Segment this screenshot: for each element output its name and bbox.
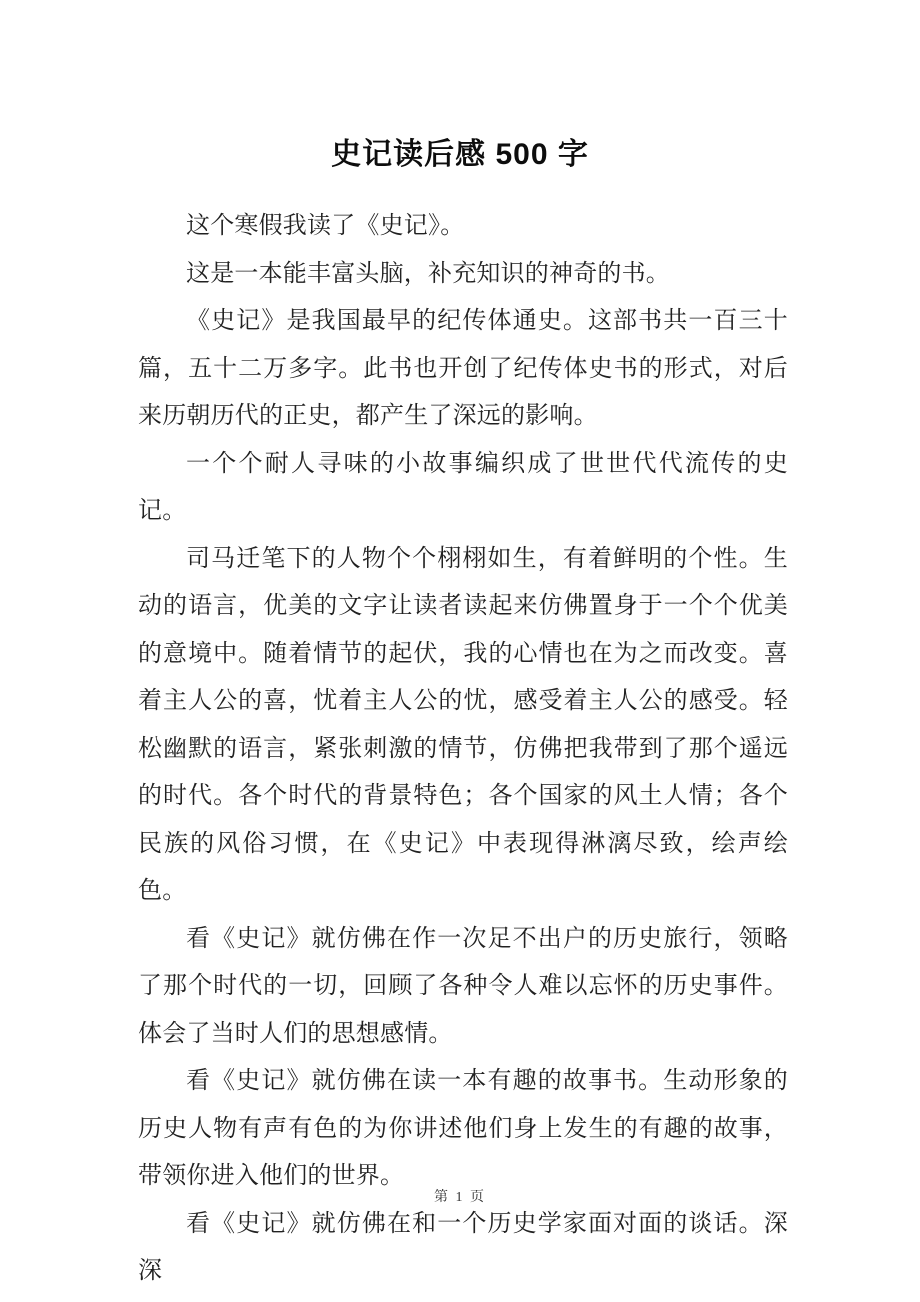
page-number-label: 第 1 页 [434, 1190, 486, 1205]
paragraph: 司马迁笔下的人物个个栩栩如生，有着鲜明的个性。生动的语言，优美的文字让读者读起来仿佛置身于一个个优美的意境中。随着情节的起伏，我的心情也在为之而改变。喜着主人公的喜，忧着主人公的忧，感受着主人公的感受。轻松幽默的语言，紧张刺激的情节，仿佛把我带到了那个遥远的时代。各个时代的背景特色；各个国家的风土人情；各个民族的风俗习惯，在《史记》中表现得淋漓尽致，绘声绘色。 [138, 545, 788, 904]
paragraph: 这个寒假我读了《史记》。 [186, 213, 465, 239]
paragraph: 看《史记》就仿佛在和一个历史学家面对面的谈话。深深 [138, 1210, 788, 1284]
document-title: 史记读后感 500 字 [331, 138, 589, 171]
paragraph: 这是一本能丰富头脑，补充知识的神奇的书。 [186, 260, 670, 287]
paragraph: 《史记》是我国最早的纪传体通史。这部书共一百三十篇，五十二万多字。此书也开创了纪传体史书的形式，对后来历朝历代的正史，都产生了深远的影响。 [138, 308, 788, 429]
paragraph: 看《史记》就仿佛在作一次足不出户的历史旅行，领略了那个时代的一切，回顾了各种令人难以忘怀的历史事件。体会了当时人们的思想感情。 [138, 925, 788, 1047]
paragraph: 一个个耐人寻味的小故事编织成了世世代代流传的史记。 [138, 450, 788, 524]
paragraph: 看《史记》就仿佛在读一本有趣的故事书。生动形象的历史人物有声有色的为你讲述他们身上发生的有趣的故事，带领你进入他们的世界。 [138, 1068, 788, 1189]
document-body [138, 203, 788, 1296]
